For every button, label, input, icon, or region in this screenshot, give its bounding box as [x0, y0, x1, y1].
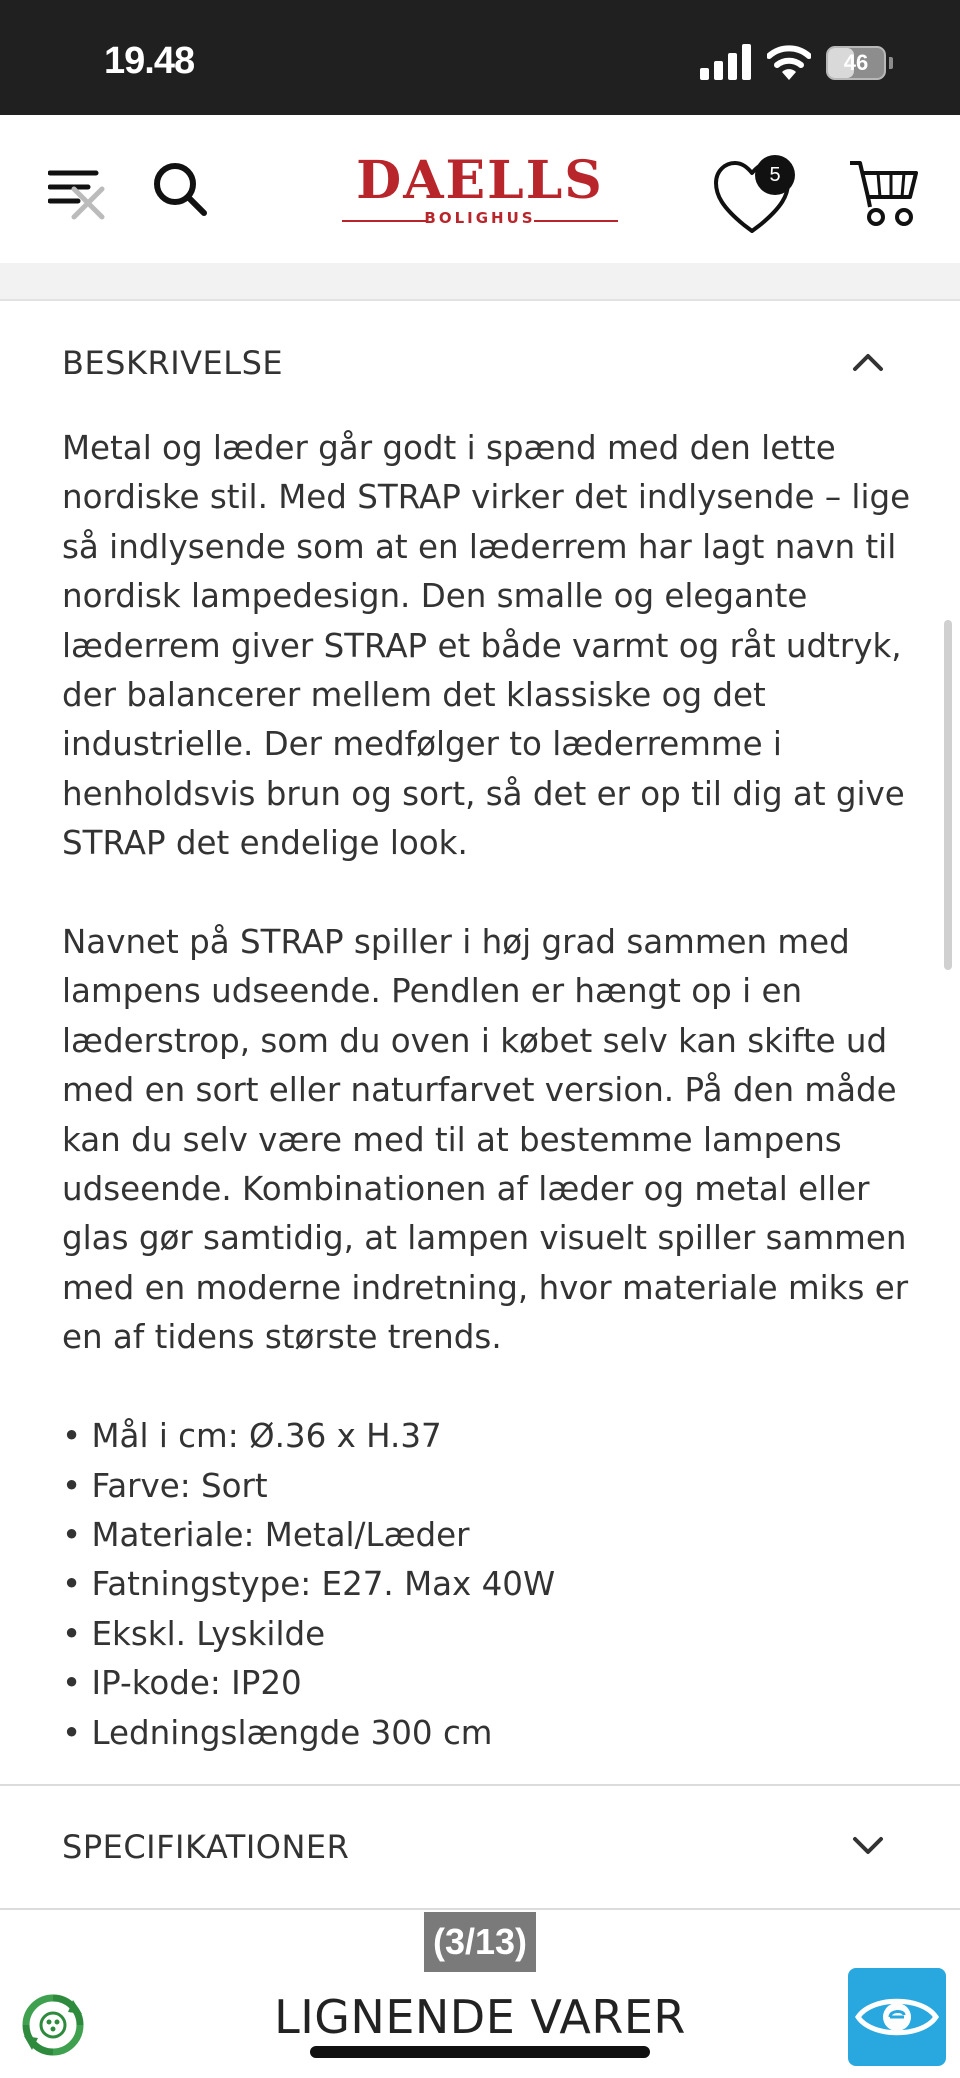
chevron-down-icon[interactable]	[852, 1836, 884, 1856]
divider	[0, 1784, 960, 1786]
logo-text: DAELLS	[356, 150, 604, 211]
spec-bullet: • Ledningslængde 300 cm	[62, 1713, 493, 1752]
battery-cap	[889, 57, 893, 69]
chevron-up-icon[interactable]	[852, 352, 884, 372]
spec-bullet: • IP-kode: IP20	[62, 1664, 302, 1703]
daells-logo[interactable]	[340, 150, 620, 233]
eye-icon	[848, 1968, 946, 2066]
description-paragraph: Metal og læder går godt i spænd med den lette nordiske stil. Med STRAP virker det indlysende – lige så indlysende som at en læderrem har lagt navn til nordisk lampedesign. Den smalle og elegante læderrem giver STRAP et både varmt og råt udtryk, der balancerer mellem det klassiske og det industrielle. Der medfølger to læderremme i henholdsvis brun og sort, så det er op til dig at give STRAP det endelige look.	[62, 429, 911, 863]
image-page-indicator: (3/13)	[424, 1912, 536, 1972]
home-indicator[interactable]	[310, 2046, 650, 2058]
wishlist-count-badge: 5	[755, 155, 795, 195]
specifications-title[interactable]: SPECIFIKATIONER	[62, 1828, 350, 1866]
spec-bullet: • Farve: Sort	[62, 1466, 268, 1505]
similar-products-title: LIGNENDE VARER	[274, 1990, 686, 2044]
cellular-signal-icon	[700, 44, 752, 80]
accessibility-eye-button[interactable]	[848, 1968, 946, 2066]
page-scrollbar[interactable]	[944, 620, 952, 970]
menu-close-icon[interactable]	[48, 165, 110, 227]
cart-icon[interactable]	[848, 157, 920, 227]
spec-bullet-list	[62, 1412, 912, 1758]
wifi-icon	[767, 44, 811, 80]
spec-bullet: • Fatningstype: E27. Max 40W	[62, 1565, 556, 1604]
spec-bullet: • Materiale: Metal/Læder	[62, 1515, 470, 1554]
logo-subtitle: BOLIGHUS	[424, 209, 536, 227]
search-icon[interactable]	[150, 159, 210, 219]
divider	[0, 1908, 960, 1910]
status-time: 19.48	[104, 40, 195, 82]
description-paragraph: Navnet på STRAP spiller i høj grad sammen med lampens udseende. Pendlen er hængt op i en læderstrop, som du oven i købet selv kan skifte ud med en sort eller naturfarvet version. På den måde kan du selv være med til at bestemme lampens udseende. Kombinationen af læder og metal eller glas gør samtidig, at lampen visuelt spiller sammen med en moderne indretning, hvor materiale miks er en af tidens største trends.	[62, 923, 909, 1357]
status-bar	[0, 0, 960, 115]
header-separator	[0, 263, 960, 301]
battery-percentage: 46	[843, 50, 869, 75]
spec-bullet: • Ekskl. Lyskilde	[62, 1614, 326, 1653]
site-header	[0, 115, 960, 263]
spec-bullet: • Mål i cm: Ø.36 x H.37	[62, 1417, 442, 1456]
battery-icon	[826, 46, 886, 80]
description-body	[62, 424, 912, 1758]
description-title[interactable]: BESKRIVELSE	[62, 344, 284, 382]
